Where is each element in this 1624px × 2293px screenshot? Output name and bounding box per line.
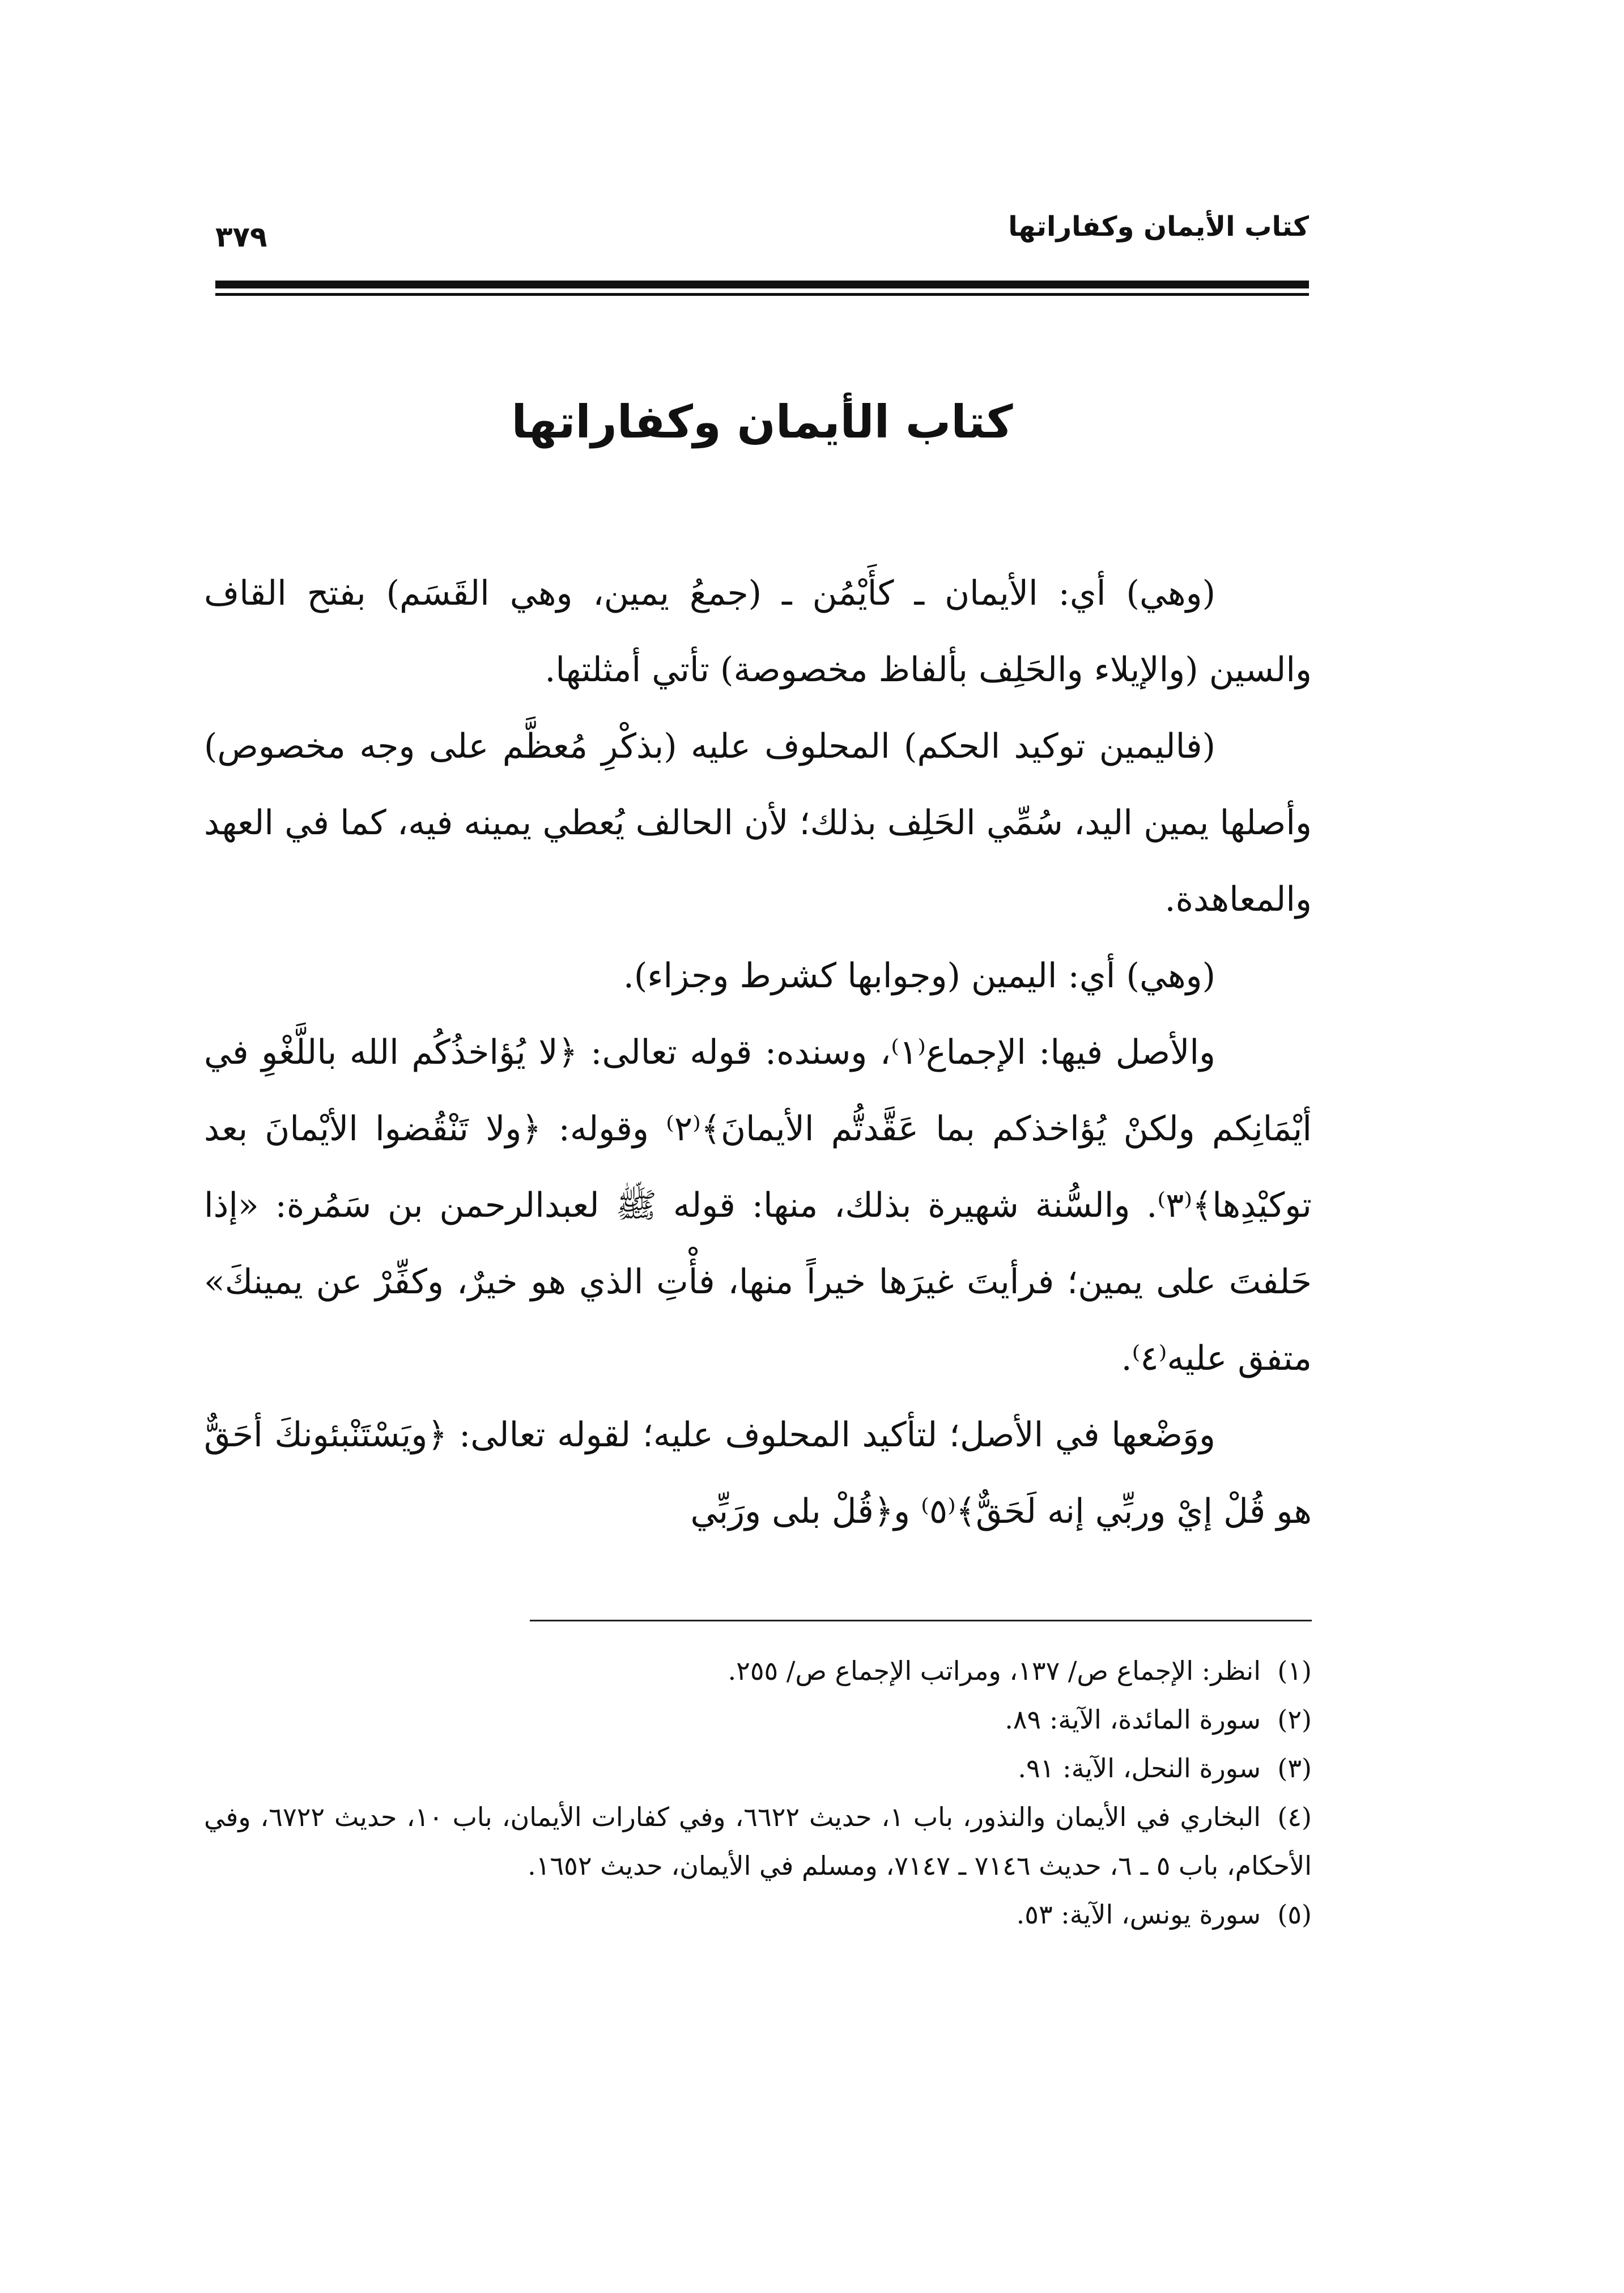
footnote-3 [204,1744,1312,1793]
paragraph-yamin-meaning: (فاليمين توكيد الحكم) المحلوف عليه (بذكْرِ مُعظَّم على وجه مخصوص) وأصلها يمين اليد، سُمِّي الحَلِف بذلك؛ لأن الحالف يُعطي يمينه فيه، كما في العهد والمعاهدة. [204,727,1312,919]
footnote-text: سورة النحل، الآية: ٩١. [1018,1753,1261,1784]
footnote-text: البخاري في الأيمان والنذور، باب ١، حديث ٦٦٢٢، وفي كفارات الأيمان، باب ١٠، حديث ٦٧٢٢، وفي الأحكام، باب ٥ ـ ٦، حديث ٧١٤٦ ـ ٧١٤٧، ومسلم في الأيمان، حديث ١٦٥٢. [204,1802,1312,1881]
footnote-separator [530,1620,1312,1621]
page-number: ٣٧٩ [215,220,267,253]
header-rule-thick-line [215,281,1309,288]
footnote-text: سورة يونس، الآية: ٥٣. [1016,1899,1261,1930]
footnote-text: انظر: الإجماع ص/ ١٣٧، ومراتب الإجماع ص/ ٢٥٥. [728,1655,1261,1686]
body-text [204,555,1312,1550]
footnote-text: سورة المائدة، الآية: ٨٩. [1005,1704,1261,1735]
running-header [215,210,1309,255]
footnote-number: (١) [1277,1655,1312,1686]
paragraph-yamin-answer: (وهي) أي: اليمين (وجوابها كشرط وجزاء). [623,956,1215,996]
chapter-title: كتاب الأيمان وكفاراتها [511,396,1013,448]
paragraph-purpose: ووَضْعها في الأصل؛ لتأكيد المحلوف عليه؛ لقوله تعالى: ﴿ويَسْتَنْبئونكَ أحَقٌّ هو قُلْ إيْ وربِّي إنه لَحَقٌّ﴾⁽٥⁾ و﴿قُلْ بلى ورَبِّي [204,1415,1312,1531]
footnote-number: (٤) [1277,1802,1312,1832]
footnote-4 [204,1793,1312,1890]
header-rule-thin-line [215,293,1309,296]
footnote-2 [204,1695,1312,1744]
footnote-number: (٥) [1277,1899,1312,1930]
footnotes [204,1646,1312,1939]
footnote-number: (٣) [1277,1753,1312,1784]
header-rule [215,281,1309,300]
running-header-title: كتاب الأيمان وكفاراتها [1008,211,1309,243]
paragraph-definition: (وهي) أي: الأيمان ـ كأَيْمُن ـ (جمعُ يمين، وهي القَسَم) بفتح القاف والسين (والإيلاء والحَلِف بألفاظ مخصوصة) تأتي أمثلتها. [204,574,1312,690]
footnote-1 [204,1646,1312,1695]
paragraph-evidence: والأصل فيها: الإجماع⁽١⁾، وسنده: قوله تعالى: ﴿لا يُؤاخذُكُم الله باللَّغْوِ في أيْمَانِكم ولكنْ يُؤاخذكم بما عَقَّدتُّم الأيمانَ﴾⁽٢⁾ وقوله: ﴿ولا تَنْقُضوا الأيْمانَ بعد توكيْدِها﴾⁽٣⁾. والسُّنة شهيرة بذلك، منها: قوله ﷺ لعبدالرحمن بن سَمُرة: «إذا حَلفتَ على يمين؛ فرأيتَ غيرَها خيراً منها، فأْتِ الذي هو خيرٌ، وكفِّرْ عن يمينكَ» متفق عليه⁽٤⁾. [204,1033,1312,1378]
footnote-5 [204,1890,1312,1939]
footnote-number: (٢) [1277,1704,1312,1735]
